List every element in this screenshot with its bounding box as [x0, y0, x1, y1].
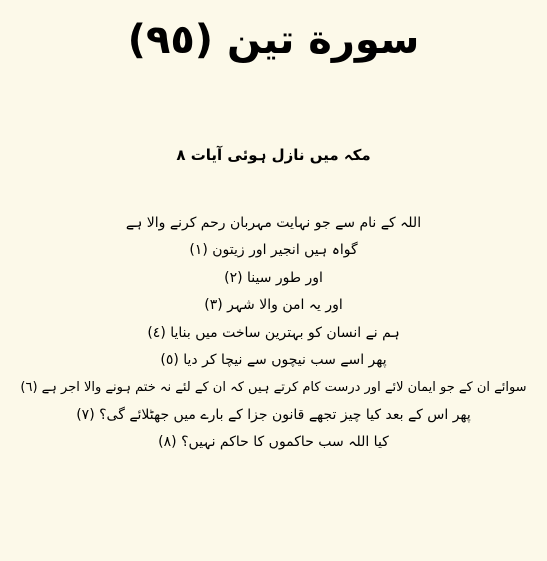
verse-7: پھر اس کے بعد کیا چیز تجھے قانون جزا کے بارے میں جھٹلائے گی؟ (٧): [76, 406, 471, 423]
verse-list: [0, 210, 547, 457]
surah-title: سورة تین (٩٥): [127, 17, 420, 63]
bismillah: اللہ کے نام سے جو نہایت مہربان رحم کرنے والا ہے: [125, 215, 422, 231]
verse-1: گواہ ہیں انجیر اور زیتون (١): [189, 242, 358, 259]
verse-5: پھر اسے سب نیچوں سے نیچا کر دیا (٥): [160, 351, 387, 368]
verse-6: سوائے ان کے جو ایمان لائے اور درست کام کرتے ہیں کہ ان کے لئے نہ ختم ہونے والا اجر ہے (٦): [20, 380, 527, 396]
verse-2: اور طور سینا (٢): [224, 269, 323, 286]
revelation-info: مکہ میں نازل ہوئی آیات ٨: [176, 146, 371, 164]
verse-4: ہم نے انسان کو بہترین ساخت میں بنایا (٤): [147, 324, 400, 341]
verse-8: کیا اللہ سب حاکموں کا حاکم نہیں؟ (٨): [158, 434, 389, 451]
verse-3: اور یہ امن والا شہر (٣): [204, 297, 343, 314]
